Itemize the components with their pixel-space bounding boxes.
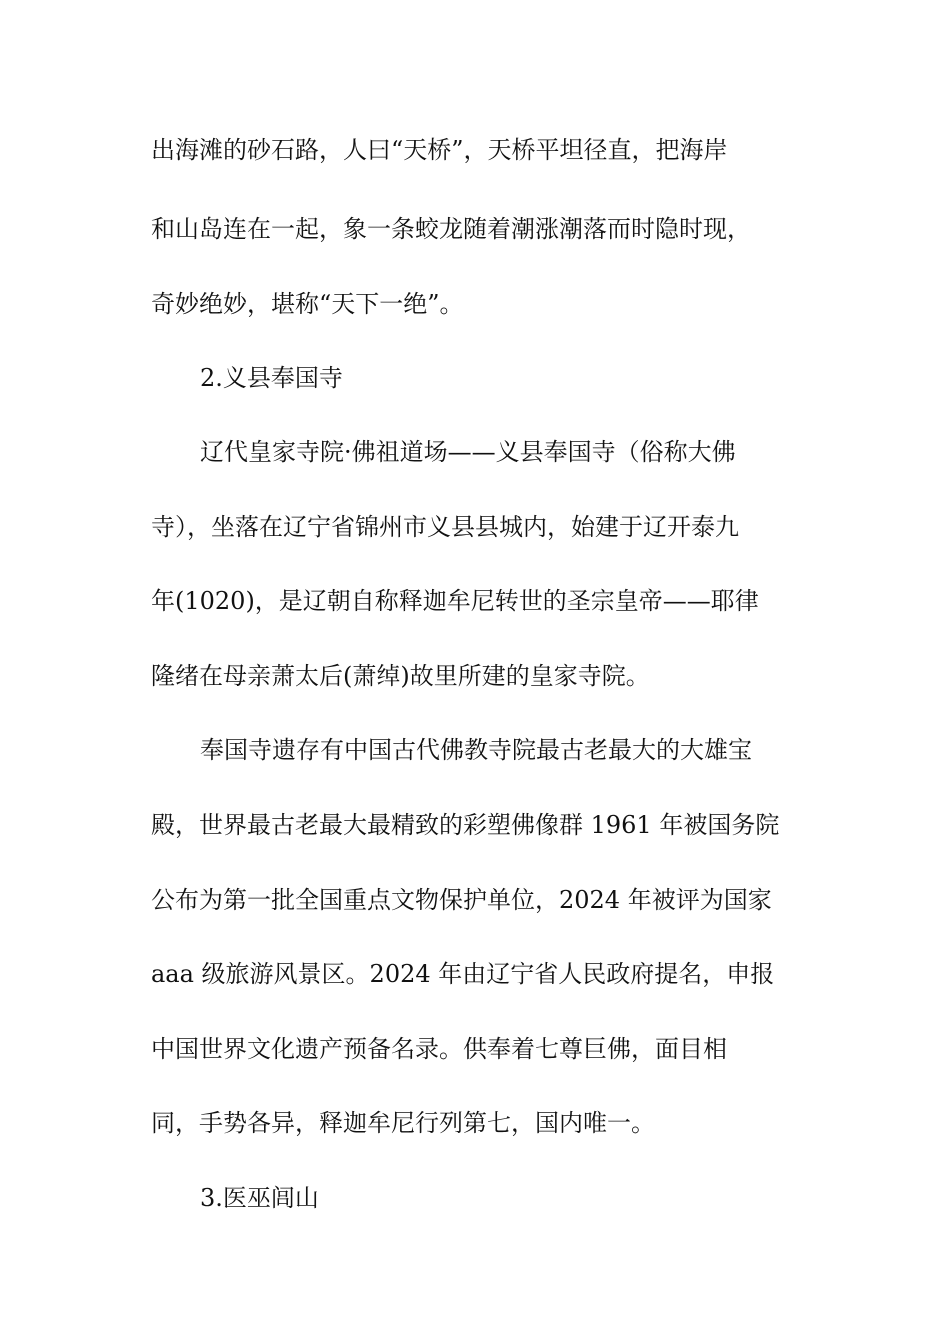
body-text-line: 公布为第一批全国重点文物保护单位，2024 年被评为国家 bbox=[151, 886, 772, 914]
body-text-line: 中国世界文化遗产预备名录。供奉着七尊巨佛，面目相 bbox=[151, 1035, 727, 1063]
body-text-line: aaa 级旅游风景区。2024 年由辽宁省人民政府提名，申报 bbox=[151, 960, 775, 988]
body-text-line: 出海滩的砂石路，人曰“天桥”，天桥平坦径直，把海岸 bbox=[151, 136, 728, 164]
body-text-line: 殿，世界最古老最大最精致的彩塑佛像群 1961 年被国务院 bbox=[151, 811, 780, 839]
body-text-line: 年(1020)，是辽朝自称释迦牟尼转世的圣宗皇帝——耶律 bbox=[151, 587, 759, 615]
body-text-line: 寺），坐落在辽宁省锦州市义县县城内，始建于辽开泰九 bbox=[151, 513, 739, 541]
body-text-line: 隆绪在母亲萧太后(萧绰)故里所建的皇家寺院。 bbox=[151, 662, 650, 690]
body-text-line: 辽代皇家寺院·佛祖道场——义县奉国寺（俗称大佛 bbox=[200, 438, 736, 466]
body-text-line: 和山岛连在一起，象一条蛟龙随着潮涨潮落而时隐时现， bbox=[151, 215, 751, 243]
body-text-line: 奇妙绝妙，堪称“天下一绝”。 bbox=[151, 290, 464, 318]
body-text-line: 奉国寺遗存有中国古代佛教寺院最古老最大的大雄宝 bbox=[200, 736, 752, 764]
section-heading: 3.医巫闾山 bbox=[200, 1184, 319, 1212]
body-text-line: 同，手势各异，释迦牟尼行列第七，国内唯一。 bbox=[151, 1109, 655, 1137]
section-heading: 2.义县奉国寺 bbox=[200, 364, 343, 392]
